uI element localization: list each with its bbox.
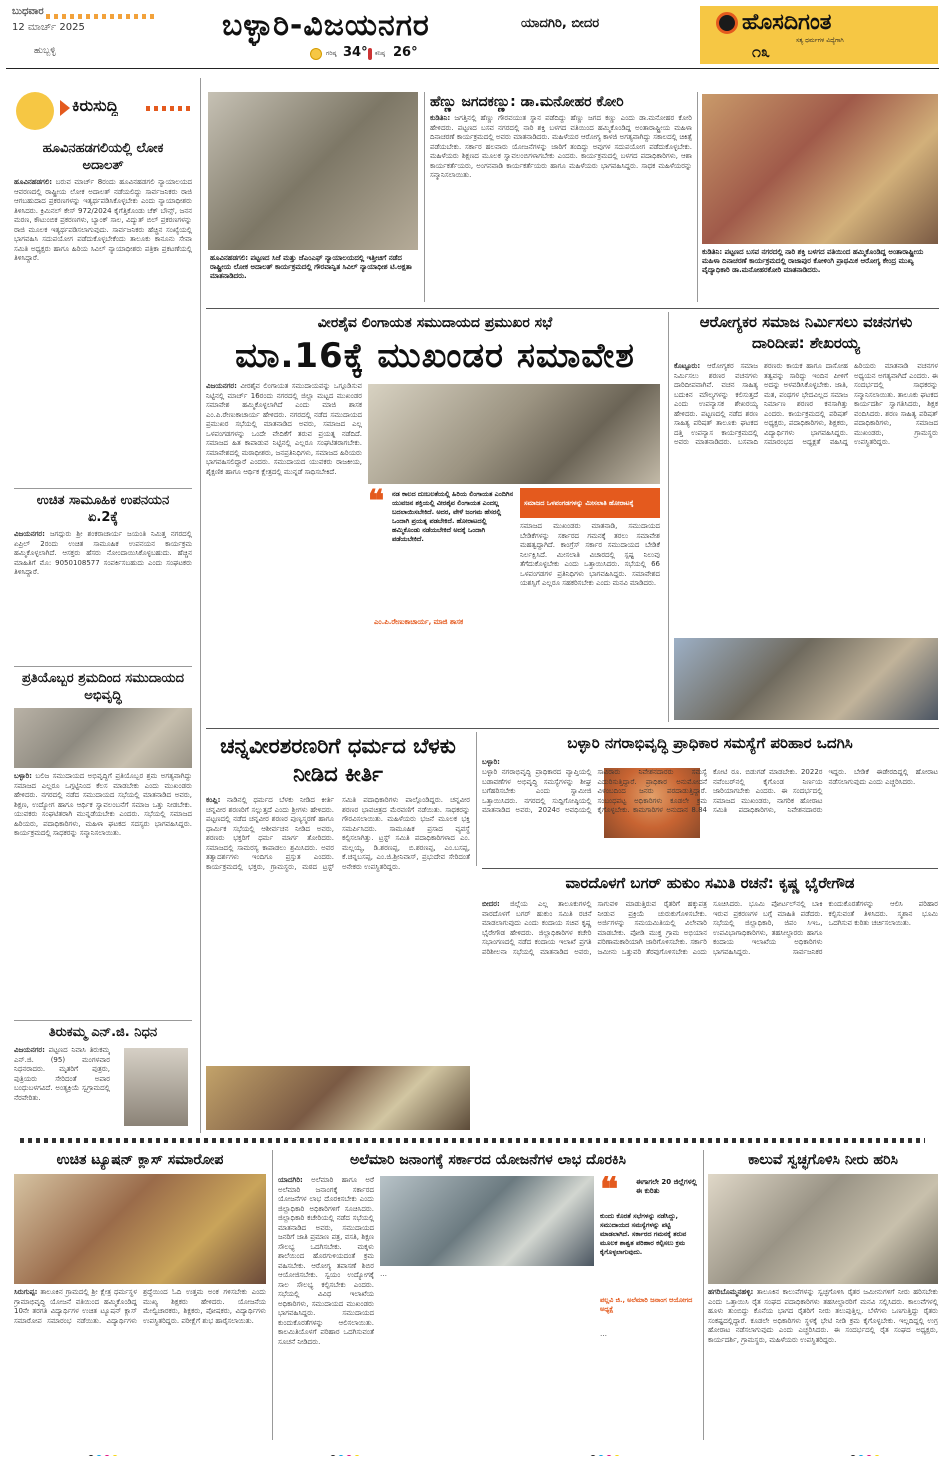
bagar-body: ಜಿಲ್ಲೆಯ ಎಲ್ಲ ತಾಲೂಕುಗಳಲ್ಲಿ ವಾರದೊಳಗೆ ಬಗರ್ ಹುಕುಂ ಸಮಿತಿ ರಚನೆ ಮಾಡಲಾಗುವುದು ಎಂದು ಕಂದಾಯ ಸಚಿವ ಕೃಷ್ಣ ಭೈರೇಗೌಡ ಹೇಳಿದರು. ಜಿಲ್ಲಾಧಿಕಾರಿಗಳ ಕಚೇರಿ ಸಭಾಂಗಣದಲ್ಲಿ ನಡೆದ ಕಂದಾಯ ಇಲಾಖೆ ಪ್ರಗತಿ ಪರಿಶೀಲನಾ ಸಭೆಯಲ್ಲಿ ಮಾತನಾಡಿದ ಅವರು, ಸಾಗುವಳಿ ಮಾಡುತ್ತಿರುವ ರೈತರಿಗೆ ಹಕ್ಕುಪತ್ರ ನೀಡುವ ಪ್ರಕ್ರಿಯೆ ಚುರುಕುಗೊಳಿಸಬೇಕು. ಅರ್ಜಿಗಳನ್ನು ಸಮಯಮಿತಿಯಲ್ಲಿ ವಿಲೇವಾರಿ ಮಾಡಬೇಕು. ಪೋಡಿ ಮುಕ್ತ ಗ್ರಾಮ ಅಭಿಯಾನ ಪರಿಣಾಮಕಾರಿಯಾಗಿ ಜಾರಿಗೊಳಿಸಬೇಕು. ಸರ್ಕಾರಿ ಜಮೀನು ಒತ್ತುವರಿ ತೆರವುಗೊಳಿಸಬೇಕು ಎಂದು ಸೂಚಿಸಿದರು. ಭೂಮಿ ಪೋರ್ಟಲ್‌ನಲ್ಲಿ ಬಾಕಿ ಇರುವ ಪ್ರಕರಣಗಳ ಬಗ್ಗೆ ಮಾಹಿತಿ ಪಡೆದರು. ಸಭೆಯಲ್ಲಿ ಜಿಲ್ಲಾಧಿಕಾರಿ, ಜಿಪಂ ಸಿಇಒ, ಉಪವಿಭಾಗಾಧಿಕಾರಿಗಳು, ತಹಸೀಲ್ದಾರರು ಹಾಗೂ ಕಂದಾಯ ಇಲಾಖೆಯ ಅಧಿಕಾರಿಗಳು ಭಾಗವಹಿಸಿದ್ದರು. ಸಾರ್ವಜನಿಕರ ಕುಂದುಕೊರತೆಗಳನ್ನು ಆಲಿಸಿ ಪರಿಹಾರ ಕಲ್ಪಿಸುವಂತೆ ತಿಳಿಸಿದರು. ಸ್ಮಶಾನ ಭೂಮಿ ಒದಗಿಸುವ ಕುರಿತು ಚರ್ಚಿಸಲಾಯಿತು.	[482, 900, 938, 956]
bagar-dateline: ಬೀದರ:	[482, 900, 500, 908]
lok-adalat-caption: ಹೂವಿನಹಡಗಲಿ: ಪಟ್ಟಣದ ಸಿಜೆ ಮತ್ತು ಜೆಎಂಎಫ್ ನ್ಯಾಯಾಲಯದಲ್ಲಿ ಇತ್ತೀಚಿಗೆ ನಡೆದ ರಾಷ್ಟ್ರೀಯ ಲೋಕ ಅದಾಲತ್ ಕಾರ್ಯಕ್ರಮದಲ್ಲಿ ಗೌರವಾನ್ವಿತ ಸಿವಿಲ್ ನ್ಯಾಯಾಧೀಶ ಟಿ.ಅಕ್ಷತಾ ಮಾತನಾಡಿದರು.	[210, 254, 412, 280]
arrow-icon	[60, 100, 70, 116]
sun-icon	[310, 48, 322, 60]
page-title: ಬಳ್ಳಾರಿ-ವಿಜಯನಗರ	[222, 8, 430, 43]
womens-day-caption: ಕುಡಿತಿನಿ: ಪಟ್ಟಣದ ಬಸವ ನಗರದಲ್ಲಿ ನಾರಿ ಶಕ್ತಿ ಬಳಗದ ವತಿಯಿಂದ ಹಮ್ಮಿಕೊಂಡಿದ್ದ ಅಂತಾರಾಷ್ಟ್ರೀಯ ಮಹಿಳಾ ದಿನಾಚರಣೆ ಕಾರ್ಯಕ್ರಮದಲ್ಲಿ ರಾಜಾಪುರ ಕೋಳಿಂಗಿ ಪ್ರಾಥಮಿಕ ಆರೋಗ್ಯ ಕೇಂದ್ರ ಮುಖ್ಯ ವೈದ್ಯಾಧಿಕಾರಿ ಡಾ.ಮನೋಹರಕೋರಿ ಮಾತನಾಡಿದರು.	[702, 248, 924, 274]
vachana-event-photo	[674, 638, 938, 720]
weather	[310, 45, 430, 65]
page-subtitle: ಯಾದಗಿರಿ, ಬೀದರ	[521, 16, 600, 31]
bottom-a3-title: ಕಾಲುವೆ ಸ್ವಚ್ಛಗೊಳಿಸಿ ನೀರು ಹರಿಸಿ	[748, 1152, 898, 1168]
mid-right-dateline: ಬಳ್ಳಾರಿ:	[482, 758, 500, 766]
left-a4-body: ಪಟ್ಟಣದ ನಿವಾಸಿ ತಿರುಕಮ್ಮ ಎನ್.ಜಿ. (95) ಮಂಗಳವಾರ ನಿಧನರಾದರು. ಮೃತರಿಗೆ ಪುತ್ರರು, ಪುತ್ರಿಯರು ಸೇರಿದಂತೆ ಅಪಾರ ಬಂಧುಬಳಗವಿದೆ. ಅಂತ್ಯಕ್ರಿಯೆ ಸ್ವಗ್ರಾಮದಲ್ಲಿ ನೆರವೇರಿತು.	[14, 1046, 110, 1102]
weather-max: 34°	[343, 45, 368, 60]
bottom-a1-dateline: ಸಿರುಗುಪ್ಪ:	[14, 1288, 38, 1296]
left-article-4	[14, 1020, 192, 1130]
bagar-article	[482, 868, 938, 1132]
bottom-a2-body: ಅಲೆಮಾರಿ ಹಾಗೂ ಅರೆ ಅಲೆಮಾರಿ ಜನಾಂಗಕ್ಕೆ ಸರ್ಕಾರದ ಯೋಜನೆಗಳ ಲಾಭ ದೊರಕಿಸಬೇಕು ಎಂದು ಜಿಲ್ಲಾಧಿಕಾರಿ ಅಧಿಕಾರಿಗಳಿಗೆ ಸೂಚಿಸಿದರು. ಜಿಲ್ಲಾಧಿಕಾರಿ ಕಚೇರಿಯಲ್ಲಿ ನಡೆದ ಸಭೆಯಲ್ಲಿ ಮಾತನಾಡಿದ ಅವರು, ಸಮುದಾಯದ ಜನರಿಗೆ ಜಾತಿ ಪ್ರಮಾಣ ಪತ್ರ, ವಸತಿ, ಶಿಕ್ಷಣ ಸೌಲಭ್ಯ ಒದಗಿಸಬೇಕು. ಮಕ್ಕಳು ಶಾಲೆಯಿಂದ ಹೊರಗುಳಿಯದಂತೆ ಕ್ರಮ ವಹಿಸಬೇಕು. ಆರೋಗ್ಯ ತಪಾಸಣೆ ಶಿಬಿರ ಆಯೋಜಿಸಬೇಕು. ಸ್ವಯಂ ಉದ್ಯೋಗಕ್ಕೆ ಸಾಲ ಸೌಲಭ್ಯ ಕಲ್ಪಿಸಬೇಕು ಎಂದರು. ಸಭೆಯಲ್ಲಿ ವಿವಿಧ ಇಲಾಖೆಯ ಅಧಿಕಾರಿಗಳು, ಸಮುದಾಯದ ಮುಖಂಡರು ಭಾಗವಹಿಸಿದ್ದರು. ಸಮುದಾಯದ ಕುಂದುಕೊರತೆಗಳನ್ನು ಆಲಿಸಲಾಯಿತು. ಕಾಲಮಿತಿಯೊಳಗೆ ಪರಿಹಾರ ಒದಗಿಸುವಂತೆ ಸೂಚನೆ ನೀಡಿದರು.	[278, 1176, 374, 1346]
day: ಬುಧವಾರ	[12, 6, 44, 17]
weather-min-label: ಕನಿಷ್ಠ	[375, 50, 386, 57]
mid-left-title: ಚನ್ನವೀರಶರಣರಿಗೆ ಧರ್ಮದ ಬೆಳಕು ನೀಡಿದ ಕೀರ್ತಿ	[220, 734, 456, 786]
lead-title: ಮಾ.16ಕ್ಕೆ ಮುಖಂಡರ ಸಮಾವೇಶ	[235, 336, 635, 376]
lead-dateline: ವಿಜಯನಗರ:	[206, 382, 237, 390]
mid-left-article	[206, 732, 470, 1132]
date-block	[8, 6, 156, 64]
kirusuddi-banner	[14, 90, 190, 132]
lead-quote	[368, 488, 516, 648]
right-lead-body: ಆರೋಗ್ಯಕರ ಸಮಾಜ ನಿರ್ಮಿಸಲು ಶರಣರ ವಚನಗಳು ದಾರಿದೀಪವಾಗಿವೆ. ವಚನ ಸಾಹಿತ್ಯ ಬದುಕಿನ ಮೌಲ್ಯಗಳನ್ನು ಕಲಿಸುತ್ತದೆ ಎಂದು ಉಪನ್ಯಾಸಕ ಶೇಖರಯ್ಯ ಹೇಳಿದರು. ಪಟ್ಟಣದಲ್ಲಿ ನಡೆದ ಶರಣ ಸಾಹಿತ್ಯ ಪರಿಷತ್ ತಾಲೂಕು ಘಟಕದ ದತ್ತಿ ಉಪನ್ಯಾಸ ಕಾರ್ಯಕ್ರಮದಲ್ಲಿ ಅವರು ಮಾತನಾಡಿದರು. ಬಸವಾದಿ ಶರಣರು ಕಾಯಕ ಹಾಗೂ ದಾಸೋಹ ತತ್ವವನ್ನು ಸಾರಿದ್ದು ಇಂದಿನ ಪೀಳಿಗೆ ಅದನ್ನು ಅಳವಡಿಸಿಕೊಳ್ಳಬೇಕು. ಜಾತಿ, ಮತ, ಪಂಥಗಳ ಭೇದವಿಲ್ಲದ ಸಮಾಜ ನಿರ್ಮಾಣ ಶರಣರ ಕನಸಾಗಿತ್ತು ಎಂದರು. ಕಾರ್ಯಕ್ರಮದಲ್ಲಿ ಪರಿಷತ್ ಅಧ್ಯಕ್ಷರು, ಪದಾಧಿಕಾರಿಗಳು, ಶಿಕ್ಷಕರು, ವಿದ್ಯಾರ್ಥಿಗಳು ಭಾಗವಹಿಸಿದ್ದರು. ಸಮಾರಂಭದ ಅಧ್ಯಕ್ಷತೆ ವಹಿಸಿದ್ದ ಹಿರಿಯರು ಮಾತನಾಡಿ ವಚನಗಳ ಅಧ್ಯಯನ ಅಗತ್ಯವಾಗಿದೆ ಎಂದರು. ಈ ಸಂದರ್ಭದಲ್ಲಿ ಸಾಧಕರನ್ನು ಸನ್ಮಾನಿಸಲಾಯಿತು. ತಾಲೂಕು ಘಟಕದ ಕಾರ್ಯದರ್ಶಿ ಸ್ವಾಗತಿಸಿದರು, ಶಿಕ್ಷಕ ವಂದಿಸಿದರು. ಶರಣ ಸಾಹಿತ್ಯ ಪರಿಷತ್ ಪದಾಧಿಕಾರಿಗಳು, ಸಮಾಜದ ಮುಖಂಡರು, ಗ್ರಾಮಸ್ಥರು ಉಪಸ್ಥಿತರಿದ್ದರು.	[674, 362, 938, 446]
brand-name: ಹೊಸದಿಗಂತ	[742, 10, 832, 35]
thermometer-icon	[368, 48, 372, 60]
lead-quote-author: ಎಂ.ಪಿ.ರೇಣುಕಾಚಾರ್ಯ, ಮಾಜಿ ಶಾಸಕ	[374, 618, 464, 626]
left-a3-dateline: ಬಳ್ಳಾರಿ:	[14, 772, 32, 780]
top-mid-dateline: ಕುಡಿತಿನಿ:	[430, 114, 451, 122]
bottom-article-3	[708, 1150, 938, 1440]
lead-story	[206, 312, 664, 722]
officials-meeting-photo	[380, 1176, 594, 1266]
left-a2-body: ಜಗದ್ಗುರು ಶ್ರೀ ಶಂಕರಾಚಾರ್ಯ ಜಯಂತಿ ನಿಮಿತ್ತ ನಗರದಲ್ಲಿ ಏಪ್ರಿಲ್ 2ರಂದು ಉಚಿತ ಸಾಮೂಹಿಕ ಉಪನಯನ ಕಾರ್ಯಕ್ರಮ ಹಮ್ಮಿಕೊಳ್ಳಲಾಗಿದೆ. ಆಸಕ್ತರು ಹೆಸರು ನೋಂದಾಯಿಸಿಕೊಳ್ಳಬಹುದು. ಹೆಚ್ಚಿನ ಮಾಹಿತಿಗೆ ಮೊ: 9050108577 ಸಂಪರ್ಕಿಸಬಹುದು ಎಂದು ಸಂಘಟಕರು ತಿಳಿಸಿದ್ದಾರೆ.	[14, 530, 192, 576]
mid-right-title: ಬಳ್ಳಾರಿ ನಗರಾಭಿವೃದ್ಧಿ ಪ್ರಾಧಿಕಾರ ಸಮಸ್ಯೆಗೆ ಪರಿಹಾರ ಒದಗಿಸಿ	[567, 734, 853, 752]
religious-event-photo	[206, 1066, 470, 1130]
lead-badge	[520, 488, 660, 518]
registration-marks-4	[850, 1446, 910, 1456]
right-lead-title: ಆರೋಗ್ಯಕರ ಸಮಾಜ ನಿರ್ಮಿಸಲು ವಚನಗಳು ದಾರಿದೀಪ: ಶೇಖರಯ್ಯ	[699, 313, 913, 352]
bottom-a2-title: ಅಲೆಮಾರಿ ಜನಾಂಗಕ್ಕೆ ಸರ್ಕಾರದ ಯೋಜನೆಗಳ ಲಾಭ ದೊರಕಿಸಿ	[350, 1152, 626, 1168]
bottom-a2-quote	[600, 1176, 698, 1326]
left-a3-title: ಪ್ರತಿಯೊಬ್ಬರ ಶ್ರಮದಿಂದ ಸಮುದಾಯದ ಅಭಿವೃದ್ಧಿ	[21, 671, 185, 703]
brand-logo-icon	[716, 12, 738, 34]
bottom-article-2: ಅಲೆಮಾರಿ ಜನಾಂಗಕ್ಕೆ ಸರ್ಕಾರದ ಯೋಜನೆಗಳ ಲಾಭ ದೊರಕಿಸಿ ಯಾದಗಿರಿ: ಅಲೆಮಾರಿ ಹಾಗೂ ಅರೆ ಅಲೆಮಾರಿ ಜನಾಂಗಕ್ಕೆ ಸರ್ಕಾರದ ಯೋಜನೆಗಳ ಲಾಭ ದೊರಕಿಸಬೇಕು ಎಂದು ಜಿಲ್ಲಾಧಿಕಾರಿ ಅಧಿಕಾರಿಗಳಿಗೆ ಸೂಚಿಸಿದರು. ಜಿಲ್ಲಾಧಿಕಾರಿ ಕಚೇರಿಯಲ್ಲಿ ನಡೆದ ಸಭೆಯಲ್ಲಿ ಮಾತನಾಡಿದ ಅವರು, ಸಮುದಾಯದ ಜನರಿಗೆ ಜಾತಿ ಪ್ರಮಾಣ ಪತ್ರ, ವಸತಿ, ಶಿಕ್ಷಣ ಸೌಲಭ್ಯ ಒದಗಿಸಬೇಕು. ಮಕ್ಕಳು ಶಾಲೆಯಿಂದ ಹೊರಗುಳಿಯದಂತೆ ಕ್ರಮ ವಹಿಸಬೇಕು. ಆರೋಗ್ಯ ತಪಾಸಣೆ ಶಿಬಿರ ಆಯೋಜಿಸಬೇಕು. ಸ್ವಯಂ ಉದ್ಯೋಗಕ್ಕೆ ಸಾಲ ಸೌಲಭ್ಯ ಕಲ್ಪಿಸಬೇಕು ಎಂದರು. ಸಭೆಯಲ್ಲಿ ವಿವಿಧ ಇಲಾಖೆಯ ಅಧಿಕಾರಿಗಳು, ಸಮುದಾಯದ ಮುಖಂಡರು ಭಾಗವಹಿಸಿದ್ದರು. ಸಮುದಾಯದ ಕುಂದುಕೊರತೆಗಳನ್ನು ಆಲಿಸಲಾಯಿತು. ಕಾಲಮಿತಿಯೊಳಗೆ ಪರಿಹಾರ ಒದಗಿಸುವಂತೆ ಸೂಚನೆ ನೀಡಿದರು. … ❝ ಈಗಾಗಲೇ 20 ಜಿಲ್ಲೆಗಳಲ್ಲಿ ಈ ಕುರಿತು ಕುಂದು ಕೊರತೆ ಸಭೆಗಳನ್ನು ನಡೆಸಿದ್ದು, ಸಮುದಾಯದ ಸಮಸ್ಯೆಗಳನ್ನು ಪಟ್ಟಿ ಮಾಡಲಾಗಿದೆ. ಸರ್ಕಾರದ ಗಮನಕ್ಕೆ ತರುವ ಮೂಲಕ ಶಾಶ್ವತ ಪರಿಹಾರ ಕಲ್ಪಿಸಲು ಕ್ರಮ ಕೈಗೊಳ್ಳಲಾಗುವುದು. ಪಲ್ಲವಿ ಜಿ., ಅಲೆಮಾರಿ ಜನಾಂಗ ಆಯೋಗದ ಅಧ್ಯಕ್ಷೆ …	[278, 1152, 697, 1346]
mid-left-dateline: ಕಂಪ್ಲಿ:	[206, 796, 221, 804]
bottom-a3-body: ತಾಲೂಕಿನ ಕಾಲುವೆಗಳನ್ನು ಸ್ವಚ್ಛಗೊಳಿಸಿ ರೈತರ ಜಮೀನುಗಳಿಗೆ ನೀರು ಹರಿಸಬೇಕು ಎಂದು ಒತ್ತಾಯಿಸಿ ರೈತ ಸಂಘದ ಪದಾಧಿಕಾರಿಗಳು ತಹಸೀಲ್ದಾರರಿಗೆ ಮನವಿ ಸಲ್ಲಿಸಿದರು. ಕಾಲುವೆಗಳಲ್ಲಿ ಹೂಳು ತುಂಬಿದ್ದು ಕೊನೆಯ ಭಾಗದ ರೈತರಿಗೆ ನೀರು ತಲುಪುತ್ತಿಲ್ಲ. ಬೆಳೆಗಳು ಒಣಗುತ್ತಿದ್ದು ರೈತರು ಸಂಕಷ್ಟದಲ್ಲಿದ್ದಾರೆ. ಕೂಡಲೇ ಅಧಿಕಾರಿಗಳು ಸ್ಥಳಕ್ಕೆ ಭೇಟಿ ನೀಡಿ ಕ್ರಮ ಕೈಗೊಳ್ಳಬೇಕು. ಇಲ್ಲದಿದ್ದಲ್ಲಿ ಉಗ್ರ ಹೋರಾಟ ನಡೆಸಲಾಗುವುದು ಎಂದು ಎಚ್ಚರಿಸಿದರು. ಈ ಸಂದರ್ಭದಲ್ಲಿ ರೈತ ಸಂಘದ ಅಧ್ಯಕ್ಷರು, ಕಾರ್ಯದರ್ಶಿ, ಗ್ರಾಮಸ್ಥರು, ಮಹಿಳೆಯರು ಉಪಸ್ಥಿತರಿದ್ದರು.	[708, 1288, 938, 1344]
bottom-a1-title: ಉಚಿತ ಟ್ಯೂಷನ್ ಕ್ಲಾಸ್ ಸಮಾರೋಪ	[56, 1152, 224, 1168]
registration-marks-3	[590, 1446, 650, 1456]
bottom-a2-quote-text: ಕುಂದು ಕೊರತೆ ಸಭೆಗಳನ್ನು ನಡೆಸಿದ್ದು, ಸಮುದಾಯದ ಸಮಸ್ಯೆಗಳನ್ನು ಪಟ್ಟಿ ಮಾಡಲಾಗಿದೆ. ಸರ್ಕಾರದ ಗಮನಕ್ಕೆ ತರುವ ಮೂಲಕ ಶಾಶ್ವತ ಪರಿಹಾರ ಕಲ್ಪಿಸಲು ಕ್ರಮ ಕೈಗೊಳ್ಳಲಾಗುವುದು.	[600, 1212, 687, 1256]
left-a1-dateline: ಹೂವಿನಹಡಗಲಿ:	[14, 178, 53, 186]
kirusuddi-label: ಕಿರುಸುದ್ದಿ	[72, 96, 119, 115]
left-a2-title: ಉಚಿತ ಸಾಮೂಹಿಕ ಉಪನಯನ ಏ.2ಕ್ಕೆ	[36, 493, 170, 525]
lead-badge-text: ಸಮಾಜದ ಒಳಪಂಗಡಗಳನ್ನು ಮೀಸಲಾತಿ ಹೋರಾಟಕ್ಕೆ	[524, 499, 634, 507]
quote-icon-2: ❝	[600, 1176, 619, 1210]
city: ಹುಬ್ಬಳ್ಳಿ	[34, 46, 56, 56]
left-a1-title: ಹೂವಿನಹಡಗಲಿಯಲ್ಲಿ ಲೋಕ ಅದಾಲತ್	[42, 141, 164, 173]
bottom-a2-quote-author: ಪಲ್ಲವಿ ಜಿ., ಅಲೆಮಾರಿ ಜನಾಂಗ ಆಯೋಗದ ಅಧ್ಯಕ್ಷೆ	[600, 1296, 693, 1313]
right-lead-dateline: ಕೊಟ್ಟೂರು:	[674, 362, 701, 370]
womens-day-photo	[702, 94, 938, 244]
lead-body-1: ವೀರಶೈವ ಲಿಂಗಾಯತ ಸಮುದಾಯವನ್ನು ಒಗ್ಗೂಡಿಸುವ ನಿಟ್ಟಿನಲ್ಲಿ ಮಾರ್ಚ್ 16ರಂದು ನಗರದಲ್ಲಿ ಜಿಲ್ಲಾ ಮಟ್ಟದ ಮುಖಂಡರ ಸಮಾವೇಶ ಹಮ್ಮಿಕೊಳ್ಳಲಾಗಿದೆ ಎಂದು ಮಾಜಿ ಶಾಸಕ ಎಂ.ಪಿ.ರೇಣುಕಾಚಾರ್ಯ ಹೇಳಿದರು. ನಗರದಲ್ಲಿ ನಡೆದ ಸಮುದಾಯದ ಪ್ರಮುಖರ ಸಭೆಯಲ್ಲಿ ಮಾತನಾಡಿದ ಅವರು, ಸಮಾಜದ ಎಲ್ಲ ಒಳಪಂಗಡಗಳನ್ನು ಒಂದೇ ವೇದಿಕೆಗೆ ತರುವ ಪ್ರಯತ್ನ ನಡೆದಿದೆ. ಸಮಾಜದ ಹಿತ ಕಾಪಾಡುವ ನಿಟ್ಟಿನಲ್ಲಿ ಎಲ್ಲರೂ ಸಂಘಟಿತರಾಗಬೇಕು. ಸಮಾವೇಶದಲ್ಲಿ ಮಠಾಧೀಶರು, ಜನಪ್ರತಿನಿಧಿಗಳು, ಸಮಾಜದ ಹಿರಿಯರು ಭಾಗವಹಿಸಲಿದ್ದಾರೆ ಎಂದರು. ಸಮುದಾಯದ ಯುವಕರು ರಾಜಕೀಯ, ಶೈಕ್ಷಣಿಕ ಹಾಗೂ ಆರ್ಥಿಕ ಕ್ಷೇತ್ರದಲ್ಲಿ ಮುನ್ನಡೆ ಸಾಧಿಸಬೇಕಿದೆ.	[206, 382, 362, 476]
left-a2-dateline: ವಿಜಯನಗರ:	[14, 530, 45, 538]
left-article-1	[14, 140, 192, 480]
top-mid-title: ಹೆಣ್ಣು ಜಗದಕಣ್ಣು: ಡಾ.ಮನೋಹರ ಕೋರಿ	[430, 94, 624, 110]
date: 12 ಮಾರ್ಚ್ 2025	[12, 22, 85, 33]
left-article-2	[14, 488, 192, 663]
right-lead	[674, 312, 938, 722]
masthead	[0, 0, 945, 70]
page-number: ೧೩	[752, 42, 770, 61]
bottom-a2-dateline: ಯಾದಗಿರಿ:	[278, 1176, 303, 1184]
bottom-article-1	[14, 1150, 266, 1440]
left-a1-body: ಬರುವ ಮಾರ್ಚ್ 8ರಂದು ಹೂವಿನಹಡಗಲಿ ನ್ಯಾಯಾಲಯದ ಆವರಣದಲ್ಲಿ ರಾಷ್ಟ್ರೀಯ ಲೋಕ ಅದಾಲತ್ ನಡೆಯಲಿದ್ದು ಸಾರ್ವಜನಿಕರು ರಾಜಿ ಆಗಬಹುದಾದ ಪ್ರಕರಣಗಳನ್ನು ಇತ್ಯರ್ಥಪಡಿಸಿಕೊಳ್ಳಬೇಕು ಎಂದು ನ್ಯಾಯಾಧೀಶರು ತಿಳಿಸಿದರು. ಕ್ರಿಮಿನಲ್ ಕೇಸ್ 972/2024 ಕೈಗೆತ್ತಿಕೊಂಡು ಚೆಕ್ ಬೌನ್ಸ್, ಜನನ ಮರಣ, ಕೌಟುಂಬಿಕ ಪ್ರಕರಣಗಳು, ಬ್ಯಾಂಕ್ ಸಾಲ, ವಿದ್ಯುತ್ ಬಿಲ್ ಪ್ರಕರಣಗಳನ್ನು ರಾಜಿ ಮೂಲಕ ಇತ್ಯರ್ಥಪಡಿಸಲಾಗುವುದು. ಸಾರ್ವಜನಿಕರು ಹೆಚ್ಚಿನ ಸಂಖ್ಯೆಯಲ್ಲಿ ಭಾಗವಹಿಸಿ ಸದುಪಯೋಗ ಪಡೆದುಕೊಳ್ಳಬೇಕೆಂದು ತಾಲೂಕು ಕಾನೂನು ಸೇವಾ ಸಮಿತಿ ಅಧ್ಯಕ್ಷರು ಹಾಗೂ ಹಿರಿಯ ಸಿವಿಲ್ ನ್ಯಾಯಾಧೀಶರು ಪತ್ರಿಕಾ ಪ್ರಕಟಣೆಯಲ್ಲಿ ತಿಳಿಸಿದ್ದಾರೆ.	[14, 178, 192, 262]
quote-icon: ❝	[368, 488, 385, 519]
left-a4-title: ತಿರುಕಮ್ಮ ಎನ್.ಜಿ. ನಿಧನ	[48, 1025, 158, 1040]
mid-right-article	[482, 732, 938, 866]
bottom-a3-dateline: ಹಗರಿಬೊಮ್ಮನಹಳ್ಳಿ:	[708, 1288, 754, 1296]
weather-max-label: ಗರಿಷ್ಠ	[326, 50, 337, 57]
mid-left-body: ನಾಡಿನಲ್ಲಿ ಧರ್ಮದ ಬೆಳಕು ನೀಡಿದ ಕೀರ್ತಿ ಚನ್ನವೀರ ಶರಣರಿಗೆ ಸಲ್ಲುತ್ತದೆ ಎಂದು ಶ್ರೀಗಳು ಹೇಳಿದರು. ಪಟ್ಟಣದಲ್ಲಿ ನಡೆದ ಚನ್ನವೀರ ಶರಣರ ಪುಣ್ಯಸ್ಮರಣೆ ಹಾಗೂ ಧಾರ್ಮಿಕ ಸಭೆಯಲ್ಲಿ ಆಶೀರ್ವಚನ ನೀಡಿದ ಅವರು, ಶರಣರು ಭಕ್ತರಿಗೆ ಧರ್ಮ ಮಾರ್ಗ ತೋರಿದರು. ಸಮಾಜದಲ್ಲಿ ಸಾಮರಸ್ಯ ಕಾಪಾಡಲು ಶ್ರಮಿಸಿದರು. ಅವರ ತತ್ವಾದರ್ಶಗಳು ಇಂದಿಗೂ ಪ್ರಸ್ತುತ ಎಂದರು. ಕಾರ್ಯಕ್ರಮದಲ್ಲಿ ಭಕ್ತರು, ಗ್ರಾಮಸ್ಥರು, ಮಠದ ಟ್ರಸ್ಟ್ ಸಮಿತಿ ಪದಾಧಿಕಾರಿಗಳು ಪಾಲ್ಗೊಂಡಿದ್ದರು. ಚನ್ನವೀರ ಶರಣರ ಭಾವಚಿತ್ರದ ಮೆರವಣಿಗೆ ನಡೆಯಿತು. ಸಾಧಕರನ್ನು ಗೌರವಿಸಲಾಯಿತು. ಮಹಿಳೆಯರು ಭಜನೆ ಮೂಲಕ ಭಕ್ತಿ ಸಮರ್ಪಿಸಿದರು. ಸಾಮೂಹಿಕ ಪ್ರಸಾದ ವ್ಯವಸ್ಥೆ ಕಲ್ಪಿಸಲಾಗಿತ್ತು. ಟ್ರಸ್ಟ್ ಸಮಿತಿ ಪದಾಧಿಕಾರಿಗಳಾದ ಎಂ. ಮಲ್ಲಯ್ಯ, ಡಿ.ಶರಣಪ್ಪ, ಬಿ.ಶರಣಪ್ಪ, ಎಂ.ಬಸಪ್ಪ, ಕೆ.ಚನ್ನಬಸಪ್ಪ, ಎಂ.ಜಿ.ಶ್ರೀನಿವಾಸ್, ಪ್ರಭುದೇವ ಸೇರಿದಂತೆ ಅನೇಕರು ಉಪಸ್ಥಿತರಿದ್ದರು.	[206, 796, 470, 871]
left-article-3	[14, 666, 192, 1016]
left-a4-dateline: ವಿಜಯನಗರ:	[14, 1046, 45, 1054]
hand-icon	[16, 92, 54, 130]
weather-min: 26°	[393, 45, 418, 60]
lead-body-2: ಸಮಾಜದ ಮುಖಂಡರು ಮಾತನಾಡಿ, ಸಮುದಾಯದ ಬೇಡಿಕೆಗಳನ್ನು ಸರ್ಕಾರದ ಗಮನಕ್ಕೆ ತರಲು ಸಮಾವೇಶ ಮಹತ್ವದ್ದಾಗಿದೆ. ಕಾಂಗ್ರೆಸ್ ಸರ್ಕಾರ ಸಮುದಾಯದ ಬೇಡಿಕೆ ನಿರ್ಲಕ್ಷಿಸಿದೆ. ಮೀಸಲಾತಿ ವಿಚಾರದಲ್ಲಿ ಸ್ಪಷ್ಟ ನಿಲುವು ತೆಗೆದುಕೊಳ್ಳಬೇಕು ಎಂದು ಒತ್ತಾಯಿಸಿದರು. ಸಭೆಯಲ್ಲಿ 66 ಒಳಪಂಗಡಗಳ ಪ್ರತಿನಿಧಿಗಳು ಭಾಗವಹಿಸಿದ್ದರು. ಸಮಾವೇಶದ ಯಶಸ್ಸಿಗೆ ಎಲ್ಲರೂ ಸಹಕರಿಸಬೇಕು ಎಂದು ಮನವಿ ಮಾಡಿದರು.	[520, 522, 660, 587]
left-a3-body: ಬಲಿಜ ಸಮುದಾಯದ ಅಭಿವೃದ್ಧಿಗೆ ಪ್ರತಿಯೊಬ್ಬರ ಶ್ರಮ ಅಗತ್ಯವಾಗಿದ್ದು ಸಮಾಜದ ಎಲ್ಲರೂ ಒಗ್ಗಟ್ಟಿನಿಂದ ಕೆಲಸ ಮಾಡಬೇಕು ಎಂದು ಮುಖಂಡರು ಹೇಳಿದರು. ನಗರದಲ್ಲಿ ನಡೆದ ಸಮುದಾಯದ ಸಭೆಯಲ್ಲಿ ಮಾತನಾಡಿದ ಅವರು, ಶಿಕ್ಷಣ, ಉದ್ಯೋಗ ಹಾಗೂ ಆರ್ಥಿಕ ಸ್ವಾವಲಂಬನೆಗೆ ಸಮಾಜ ಒತ್ತು ನೀಡಬೇಕು. ಯುವಕರು ಸಂಘಟಿತರಾಗಿ ಮುನ್ನಡೆಯಬೇಕು ಎಂದರು. ಸಭೆಯಲ್ಲಿ ಸಮಾಜದ ಹಿರಿಯರು, ಪದಾಧಿಕಾರಿಗಳು, ಮಹಿಳಾ ಘಟಕದ ಸದಸ್ಯರು ಭಾಗವಹಿಸಿದ್ದರು. ಕಾರ್ಯಕ್ರಮದಲ್ಲಿ ಸಾಧಕರನ್ನು ಸನ್ಮಾನಿಸಲಾಯಿತು.	[14, 772, 192, 837]
lead-quote-text: ನಡ ಕಾಲದ ದುಃಬಲತೆಯಲ್ಲಿ ಹಿರಿಯ ಲಿಂಗಾಯತ ಎಂದಿಗಿನ ಯುವಜನ ಶಕ್ತಿಯಲ್ಲಿ ವೀರಶೈವ ಲಿಂಗಾಯತ ಎಂದಲ್ಲ ಬದಲಾಯಿಸಬೇಕಿದೆ. ಅದರ, ವೇಳೆ ಜಂಗಮ ಹೆಸರಲ್ಲಿ ಒಂದಾಗಿ ಪ್ರಯತ್ನ ಪಡಬೇಕಿದೆ. ಹೋರಾಟದಲ್ಲಿ ಹಮ್ಮಿಕೊಂಡು ನಡೆಯಬೇಕಿದೆ ಅದಕ್ಕೆ ಒಂದಾಗಿ ಪಡೆಯಬೇಕಿದೆ.	[392, 490, 514, 543]
mid-right-body: ಬಳ್ಳಾರಿ ನಗರಾಭಿವೃದ್ಧಿ ಪ್ರಾಧಿಕಾರದ ವ್ಯಾಪ್ತಿಯಲ್ಲಿ ಬಡಾವಣೆಗಳ ಅಭಿವೃದ್ಧಿ ಸಮಸ್ಯೆಗಳನ್ನು ಶೀಘ್ರ ಬಗೆಹರಿಸಬೇಕು ಎಂದು ಸ್ವಾಮೀಜಿ ಒತ್ತಾಯಿಸಿದರು. ನಗರದಲ್ಲಿ ಸುದ್ದಿಗೋಷ್ಠಿಯಲ್ಲಿ ಮಾತನಾಡಿದ ಅವರು, 2024ರ ಅವಧಿಯಲ್ಲಿ ಸಾವಿರಾರು ನಿವೇಶನದಾರರು ಸಮಸ್ಯೆ ಎದುರಿಸುತ್ತಿದ್ದಾರೆ. ಪ್ರಾಧಿಕಾರ ಅನುಮೋದನೆ ವಿಳಂಬದಿಂದ ಜನರು ಪರದಾಡುತ್ತಿದ್ದಾರೆ. ಸಂಬಂಧಪಟ್ಟ ಅಧಿಕಾರಿಗಳು ಕೂಡಲೇ ಕ್ರಮ ಕೈಗೊಳ್ಳಬೇಕು. ಕಾಮಗಾರಿಗಳ ಅನುದಾನ 8.84 ಕೋಟಿ ರೂ. ಬಿಡುಗಡೆ ಮಾಡಬೇಕು. 2022ರ ನವೆಂಬರ್‌ನಲ್ಲಿ ಕೈಗೊಂಡ ನಿರ್ಣಯ ಜಾರಿಯಾಗಬೇಕು ಎಂದರು. ಈ ಸಂದರ್ಭದಲ್ಲಿ ಸಮಾಜದ ಮುಖಂಡರು, ನಾಗರಿಕ ಹೋರಾಟ ಸಮಿತಿ ಪದಾಧಿಕಾರಿಗಳು, ನಿವೇಶನದಾರರು ಇದ್ದರು. ಬೇಡಿಕೆ ಈಡೇರದಿದ್ದಲ್ಲಿ ಹೋರಾಟ ನಡೆಸಲಾಗುವುದು ಎಂದು ಎಚ್ಚರಿಸಿದರು.	[482, 768, 938, 814]
lok-adalat-photo	[208, 92, 418, 250]
bottom-a1-body: ತಾಲೂಕಿನ ಗ್ರಾಮದಲ್ಲಿ ಶ್ರೀ ಕ್ಷೇತ್ರ ಧರ್ಮಸ್ಥಳ ಗ್ರಾಮಾಭಿವೃದ್ಧಿ ಯೋಜನೆ ವತಿಯಿಂದ ಹಮ್ಮಿಕೊಂಡಿದ್ದ 10ನೇ ತರಗತಿ ವಿದ್ಯಾರ್ಥಿಗಳ ಉಚಿತ ಟ್ಯೂಷನ್ ಕ್ಲಾಸ್ ಸಮಾರೋಪ ಸಮಾರಂಭ ನಡೆಯಿತು. ವಿದ್ಯಾರ್ಥಿಗಳು ಶ್ರದ್ಧೆಯಿಂದ ಓದಿ ಉತ್ತಮ ಅಂಕ ಗಳಿಸಬೇಕು ಎಂದು ಮುಖ್ಯ ಶಿಕ್ಷಕರು ಹೇಳಿದರು. ಯೋಜನೆಯ ಮೇಲ್ವಿಚಾರಕರು, ಶಿಕ್ಷಕರು, ಪೋಷಕರು, ವಿದ್ಯಾರ್ಥಿಗಳು ಉಪಸ್ಥಿತರಿದ್ದರು. ಪರೀಕ್ಷೆಗೆ ಶುಭ ಹಾರೈಸಲಾಯಿತು.	[14, 1288, 266, 1325]
top-mid-body: ಜಗತ್ತಿನಲ್ಲಿ ಹೆಣ್ಣು ಗೌರವಯುತ ಸ್ಥಾನ ಪಡೆದಿದ್ದು ಹೆಣ್ಣು ಜಗದ ಕಣ್ಣು ಎಂದು ಡಾ.ಮನೋಹರ ಕೋರಿ ಹೇಳಿದರು. ಪಟ್ಟಣದ ಬಸವ ನಗರದಲ್ಲಿ ನಾರಿ ಶಕ್ತಿ ಬಳಗದ ವತಿಯಿಂದ ಹಮ್ಮಿಕೊಂಡಿದ್ದ ಅಂತಾರಾಷ್ಟ್ರೀಯ ಮಹಿಳಾ ದಿನಾಚರಣೆ ಕಾರ್ಯಕ್ರಮದಲ್ಲಿ ಅವರು ಮಾತನಾಡಿದರು. ಮಹಿಳೆಯರ ಆರೋಗ್ಯ ಕಾಳಜಿ ಅಗತ್ಯವಾಗಿದ್ದು ಸಕಾಲದಲ್ಲಿ ಚಿಕಿತ್ಸೆ ಪಡೆಯಬೇಕು. ಸರ್ಕಾರ ಹಲವಾರು ಯೋಜನೆಗಳನ್ನು ಜಾರಿಗೆ ತಂದಿದ್ದು ಅವುಗಳ ಸದುಪಯೋಗ ಪಡೆದುಕೊಳ್ಳಬೇಕು. ಮಹಿಳೆಯರು ಶಿಕ್ಷಣದ ಮೂಲಕ ಸ್ವಾವಲಂಬಿಗಳಾಗಬೇಕು ಎಂದರು. ಕಾರ್ಯಕ್ರಮದಲ್ಲಿ ಬಳಗದ ಪದಾಧಿಕಾರಿಗಳು, ಆಶಾ ಕಾರ್ಯಕರ್ತೆಯರು, ಅಂಗನವಾಡಿ ಕಾರ್ಯಕರ್ತೆಯರು ಹಾಗೂ ಮಹಿಳೆಯರು ಭಾಗವಹಿಸಿದ್ದರು. ಸಾಧಕ ಮಹಿಳೆಯರನ್ನು ಸನ್ಮಾನಿಸಲಾಯಿತು.	[430, 114, 692, 179]
brand-block	[700, 6, 938, 64]
registration-marks-1	[88, 1446, 148, 1456]
tuition-class-photo	[14, 1174, 266, 1284]
lead-meeting-photo	[368, 384, 660, 484]
obituary-portrait	[124, 1048, 188, 1126]
top-mid-article	[430, 92, 692, 304]
farmers-memorandum-photo	[708, 1174, 938, 1284]
bagar-title: ವಾರದೊಳಗೆ ಬಗರ್ ಹುಕುಂ ಸಮಿತಿ ರಚನೆ: ಕೃಷ್ಣ ಭೈರೇಗೌಡ	[565, 874, 855, 892]
bottom-a2-quote-head: ಈಗಾಗಲೇ 20 ಜಿಲ್ಲೆಗಳಲ್ಲಿ ಈ ಕುರಿತು	[636, 1178, 697, 1195]
registration-marks-2	[330, 1446, 390, 1456]
community-meeting-photo	[14, 708, 192, 768]
brand-tagline: ಸತ್ಯ ಧರ್ಮಗಳ ವಿದ್ಯೆಗಾಗಿ	[796, 37, 844, 44]
lead-kicker: ವೀರಶೈವ ಲಿಂಗಾಯತ ಸಮುದಾಯದ ಪ್ರಮುಖರ ಸಭೆ	[317, 315, 553, 331]
